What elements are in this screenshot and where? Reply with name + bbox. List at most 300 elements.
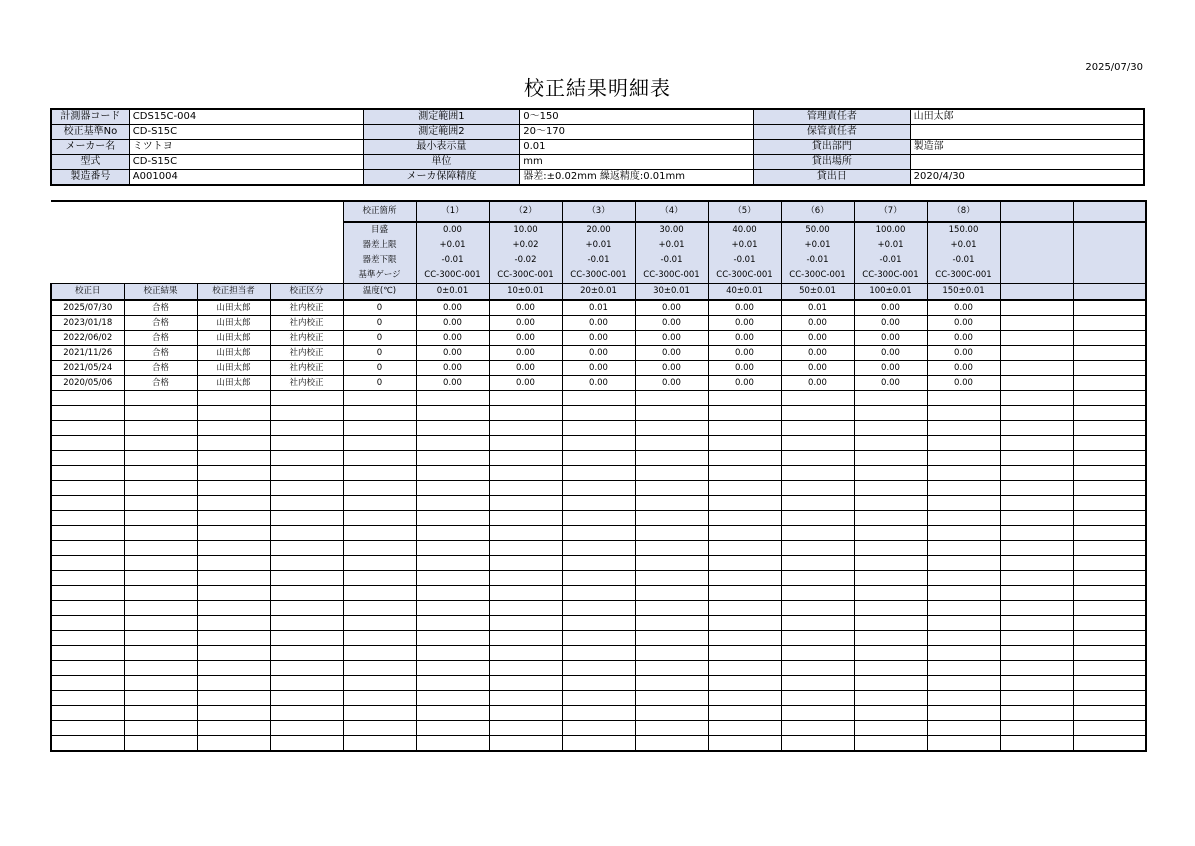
table-cell: [1073, 300, 1146, 316]
empty-cell: [51, 421, 124, 436]
empty-cell: [1073, 511, 1146, 526]
empty-cell: [51, 736, 124, 752]
table-cell: 0.00: [927, 331, 1000, 346]
spec-label: 器差下限: [343, 253, 416, 268]
empty-cell: [124, 616, 197, 631]
blank-cell: [51, 268, 124, 284]
empty-cell: [927, 631, 1000, 646]
empty-cell: [416, 556, 489, 571]
empty-cell: [124, 526, 197, 541]
empty-cell: [708, 421, 781, 436]
empty-cell: [343, 496, 416, 511]
spec-value: [1073, 222, 1146, 238]
table-cell: 0.00: [562, 331, 635, 346]
empty-cell: [197, 691, 270, 706]
empty-cell: [51, 526, 124, 541]
empty-cell: [51, 406, 124, 421]
empty-cell: [708, 556, 781, 571]
empty-cell: [781, 541, 854, 556]
empty-cell: [562, 466, 635, 481]
table-cell: 0.00: [489, 376, 562, 391]
empty-row: [51, 706, 1146, 721]
empty-cell: [51, 691, 124, 706]
empty-cell: [416, 631, 489, 646]
page-title: 校正結果明細表: [524, 76, 671, 100]
empty-cell: [927, 556, 1000, 571]
table-row: [51, 316, 1146, 331]
empty-cell: [781, 691, 854, 706]
empty-cell: [1000, 466, 1073, 481]
empty-cell: [927, 736, 1000, 752]
empty-cell: [489, 721, 562, 736]
spec-value: （6）: [781, 201, 854, 222]
table-row: [51, 376, 1146, 391]
table-cell: 0.00: [781, 346, 854, 361]
empty-cell: [1000, 571, 1073, 586]
table-cell: 0.00: [708, 331, 781, 346]
empty-cell: [854, 736, 927, 752]
empty-cell: [416, 586, 489, 601]
empty-cell: [270, 496, 343, 511]
empty-cell: [781, 406, 854, 421]
empty-cell: [270, 586, 343, 601]
empty-row: [51, 721, 1146, 736]
table-cell: 0.00: [489, 331, 562, 346]
blank-cell: [51, 201, 124, 222]
empty-cell: [489, 571, 562, 586]
table-cell: 山田太郎: [197, 361, 270, 376]
empty-cell: [1000, 616, 1073, 631]
empty-cell: [562, 646, 635, 661]
empty-cell: [343, 391, 416, 406]
empty-cell: [197, 616, 270, 631]
table-cell: 0.00: [635, 331, 708, 346]
empty-cell: [708, 571, 781, 586]
empty-cell: [124, 436, 197, 451]
empty-cell: [270, 466, 343, 481]
empty-cell: [1073, 391, 1146, 406]
blank-cell: [124, 268, 197, 284]
spec-value: +0.01: [635, 238, 708, 253]
table-row: [51, 346, 1146, 361]
empty-cell: [854, 391, 927, 406]
empty-row: [51, 421, 1146, 436]
empty-cell: [124, 451, 197, 466]
empty-cell: [51, 556, 124, 571]
empty-row: [51, 496, 1146, 511]
info-value: ミツトヨ: [129, 140, 363, 155]
empty-cell: [781, 496, 854, 511]
empty-cell: [1073, 586, 1146, 601]
table-cell: 2021/11/26: [51, 346, 124, 361]
spec-value: +0.01: [854, 238, 927, 253]
spec-value: [1073, 238, 1146, 253]
empty-row: [51, 586, 1146, 601]
blank-cell: [124, 238, 197, 253]
empty-cell: [927, 646, 1000, 661]
spec-value: （1）: [416, 201, 489, 222]
empty-row: [51, 406, 1146, 421]
table-cell: 社内校正: [270, 331, 343, 346]
spec-value: CC-300C-001: [854, 268, 927, 284]
table-cell: 0.00: [854, 316, 927, 331]
blank-cell: [124, 201, 197, 222]
empty-cell: [708, 496, 781, 511]
empty-cell: [270, 676, 343, 691]
spec-value: +0.01: [416, 238, 489, 253]
table-cell: [1000, 316, 1073, 331]
table-cell: 山田太郎: [197, 346, 270, 361]
column-header: 0±0.01: [416, 284, 489, 301]
table-cell: 合格: [124, 376, 197, 391]
empty-cell: [854, 406, 927, 421]
column-header: 40±0.01: [708, 284, 781, 301]
empty-cell: [635, 706, 708, 721]
column-header: 30±0.01: [635, 284, 708, 301]
empty-cell: [124, 676, 197, 691]
empty-row: [51, 556, 1146, 571]
spec-value: CC-300C-001: [708, 268, 781, 284]
empty-cell: [1000, 586, 1073, 601]
empty-cell: [124, 661, 197, 676]
info-value: CD-S15C: [129, 155, 363, 170]
empty-cell: [854, 451, 927, 466]
table-cell: 0.00: [635, 361, 708, 376]
empty-cell: [1000, 526, 1073, 541]
empty-cell: [1073, 526, 1146, 541]
spec-value: -0.02: [489, 253, 562, 268]
table-cell: 2021/05/24: [51, 361, 124, 376]
info-row: [51, 140, 1144, 155]
empty-cell: [197, 421, 270, 436]
table-cell: 0.00: [489, 361, 562, 376]
empty-cell: [1073, 676, 1146, 691]
empty-cell: [51, 481, 124, 496]
spec-value: 30.00: [635, 222, 708, 238]
table-cell: 0.00: [635, 316, 708, 331]
blank-cell: [197, 268, 270, 284]
info-label: 校正基準No: [51, 125, 129, 140]
empty-cell: [1000, 406, 1073, 421]
empty-cell: [489, 481, 562, 496]
spec-value: 0.00: [416, 222, 489, 238]
table-cell: 0.00: [416, 361, 489, 376]
empty-cell: [197, 571, 270, 586]
empty-cell: [270, 721, 343, 736]
table-cell: 社内校正: [270, 300, 343, 316]
table-cell: 0.00: [854, 361, 927, 376]
spec-value: CC-300C-001: [927, 268, 1000, 284]
info-row: [51, 125, 1144, 140]
info-value: CD-S15C: [129, 125, 363, 140]
empty-cell: [416, 466, 489, 481]
spec-row: [51, 268, 1146, 284]
column-header: 100±0.01: [854, 284, 927, 301]
empty-row: [51, 436, 1146, 451]
empty-cell: [270, 511, 343, 526]
table-cell: 合格: [124, 300, 197, 316]
empty-cell: [1000, 496, 1073, 511]
empty-cell: [489, 691, 562, 706]
empty-cell: [854, 541, 927, 556]
spec-value: （4）: [635, 201, 708, 222]
empty-cell: [562, 451, 635, 466]
info-value: 器差:±0.02mm 繰返精度:0.01mm: [520, 170, 754, 186]
info-label: 貸出日: [754, 170, 911, 186]
empty-cell: [124, 721, 197, 736]
empty-cell: [343, 616, 416, 631]
empty-cell: [51, 451, 124, 466]
empty-cell: [635, 586, 708, 601]
empty-row: [51, 451, 1146, 466]
table-cell: 0.00: [489, 346, 562, 361]
empty-cell: [635, 676, 708, 691]
spec-value: （3）: [562, 201, 635, 222]
spec-value: 150.00: [927, 222, 1000, 238]
info-value: CDS15C-004: [129, 109, 363, 125]
empty-row: [51, 526, 1146, 541]
spec-value: +0.01: [562, 238, 635, 253]
empty-cell: [635, 646, 708, 661]
table-cell: 0: [343, 331, 416, 346]
info-value: 20〜170: [520, 125, 754, 140]
empty-cell: [927, 691, 1000, 706]
empty-cell: [927, 451, 1000, 466]
table-cell: 0.00: [635, 346, 708, 361]
empty-cell: [343, 541, 416, 556]
table-cell: 0.01: [562, 300, 635, 316]
empty-cell: [270, 406, 343, 421]
empty-cell: [197, 436, 270, 451]
empty-cell: [854, 691, 927, 706]
table-cell: 合格: [124, 346, 197, 361]
table-cell: 0.00: [708, 300, 781, 316]
empty-cell: [124, 511, 197, 526]
empty-cell: [343, 706, 416, 721]
empty-cell: [197, 451, 270, 466]
empty-cell: [781, 586, 854, 601]
empty-row: [51, 691, 1146, 706]
table-cell: 0.00: [927, 376, 1000, 391]
spec-value: [1073, 201, 1146, 222]
empty-cell: [489, 406, 562, 421]
column-header: 校正結果: [124, 284, 197, 301]
empty-cell: [416, 391, 489, 406]
empty-cell: [270, 691, 343, 706]
empty-cell: [124, 406, 197, 421]
table-cell: 0.00: [489, 316, 562, 331]
empty-cell: [781, 526, 854, 541]
table-cell: 0: [343, 300, 416, 316]
empty-cell: [416, 571, 489, 586]
empty-cell: [197, 661, 270, 676]
empty-cell: [927, 721, 1000, 736]
empty-cell: [124, 571, 197, 586]
empty-cell: [197, 736, 270, 752]
spec-value: 10.00: [489, 222, 562, 238]
empty-cell: [270, 736, 343, 752]
empty-cell: [197, 541, 270, 556]
empty-cell: [270, 391, 343, 406]
empty-cell: [489, 736, 562, 752]
info-label: 保管責任者: [754, 125, 911, 140]
table-cell: 0.00: [416, 346, 489, 361]
empty-cell: [197, 496, 270, 511]
spec-value: [1000, 201, 1073, 222]
empty-cell: [854, 466, 927, 481]
empty-cell: [854, 646, 927, 661]
table-cell: 0.00: [781, 376, 854, 391]
spec-value: [1000, 238, 1073, 253]
empty-cell: [51, 436, 124, 451]
empty-cell: [1073, 571, 1146, 586]
table-cell: 0.00: [854, 300, 927, 316]
info-label: メーカー名: [51, 140, 129, 155]
spec-value: CC-300C-001: [562, 268, 635, 284]
info-row: [51, 109, 1144, 125]
empty-cell: [635, 661, 708, 676]
empty-cell: [1073, 421, 1146, 436]
table-cell: [1073, 361, 1146, 376]
table-cell: 0.00: [927, 346, 1000, 361]
empty-cell: [781, 616, 854, 631]
empty-cell: [270, 571, 343, 586]
empty-cell: [635, 571, 708, 586]
spec-row: [51, 222, 1146, 238]
spec-label: 器差上限: [343, 238, 416, 253]
table-cell: 2020/05/06: [51, 376, 124, 391]
empty-cell: [51, 586, 124, 601]
empty-cell: [343, 421, 416, 436]
empty-cell: [562, 601, 635, 616]
table-cell: 0.00: [416, 376, 489, 391]
column-header: 校正区分: [270, 284, 343, 301]
empty-row: [51, 466, 1146, 481]
empty-cell: [1073, 466, 1146, 481]
empty-cell: [854, 526, 927, 541]
empty-cell: [416, 691, 489, 706]
blank-cell: [51, 253, 124, 268]
empty-cell: [1000, 541, 1073, 556]
empty-cell: [416, 601, 489, 616]
empty-cell: [562, 571, 635, 586]
empty-cell: [562, 691, 635, 706]
spec-value: CC-300C-001: [781, 268, 854, 284]
spec-value: CC-300C-001: [635, 268, 708, 284]
empty-cell: [708, 526, 781, 541]
info-value: [910, 125, 1144, 140]
empty-cell: [708, 406, 781, 421]
table-cell: 0.00: [416, 300, 489, 316]
empty-cell: [854, 496, 927, 511]
empty-cell: [416, 451, 489, 466]
empty-cell: [708, 661, 781, 676]
column-header: 50±0.01: [781, 284, 854, 301]
empty-row: [51, 541, 1146, 556]
empty-cell: [416, 496, 489, 511]
empty-cell: [270, 451, 343, 466]
table-cell: [1073, 346, 1146, 361]
empty-cell: [489, 616, 562, 631]
empty-cell: [489, 451, 562, 466]
empty-cell: [562, 406, 635, 421]
empty-cell: [270, 436, 343, 451]
empty-cell: [635, 391, 708, 406]
empty-cell: [1000, 556, 1073, 571]
spec-value: CC-300C-001: [416, 268, 489, 284]
spec-row: [51, 238, 1146, 253]
table-cell: 山田太郎: [197, 331, 270, 346]
empty-cell: [781, 721, 854, 736]
empty-cell: [51, 676, 124, 691]
empty-cell: [197, 481, 270, 496]
table-cell: 2022/06/02: [51, 331, 124, 346]
empty-cell: [416, 541, 489, 556]
empty-cell: [708, 691, 781, 706]
empty-cell: [416, 436, 489, 451]
blank-cell: [197, 253, 270, 268]
empty-cell: [854, 586, 927, 601]
spec-value: 50.00: [781, 222, 854, 238]
spec-value: CC-300C-001: [489, 268, 562, 284]
empty-row: [51, 481, 1146, 496]
empty-cell: [635, 466, 708, 481]
empty-cell: [854, 421, 927, 436]
empty-cell: [854, 511, 927, 526]
empty-cell: [124, 586, 197, 601]
table-cell: 山田太郎: [197, 376, 270, 391]
column-header: 温度(℃): [343, 284, 416, 301]
empty-cell: [854, 721, 927, 736]
spec-label: 校正箇所: [343, 201, 416, 222]
empty-cell: [635, 451, 708, 466]
table-cell: [1000, 346, 1073, 361]
empty-cell: [635, 556, 708, 571]
spec-value: +0.01: [781, 238, 854, 253]
empty-cell: [1000, 646, 1073, 661]
empty-cell: [270, 421, 343, 436]
empty-cell: [708, 541, 781, 556]
empty-cell: [489, 631, 562, 646]
table-cell: 0.00: [854, 346, 927, 361]
empty-row: [51, 571, 1146, 586]
empty-cell: [927, 526, 1000, 541]
empty-cell: [927, 466, 1000, 481]
table-cell: 0.00: [562, 316, 635, 331]
table-cell: 0.00: [854, 376, 927, 391]
spec-value: -0.01: [635, 253, 708, 268]
table-cell: 山田太郎: [197, 316, 270, 331]
table-cell: 0.00: [927, 316, 1000, 331]
empty-cell: [1073, 616, 1146, 631]
empty-cell: [635, 511, 708, 526]
column-header-row: [51, 284, 1146, 301]
table-row: [51, 300, 1146, 316]
empty-cell: [197, 391, 270, 406]
empty-cell: [197, 526, 270, 541]
empty-cell: [197, 406, 270, 421]
spec-value: -0.01: [927, 253, 1000, 268]
empty-cell: [927, 391, 1000, 406]
empty-cell: [562, 616, 635, 631]
blank-cell: [197, 238, 270, 253]
spec-value: 100.00: [854, 222, 927, 238]
spec-value: +0.01: [708, 238, 781, 253]
blank-cell: [270, 253, 343, 268]
empty-cell: [708, 451, 781, 466]
empty-cell: [51, 661, 124, 676]
table-cell: 社内校正: [270, 346, 343, 361]
